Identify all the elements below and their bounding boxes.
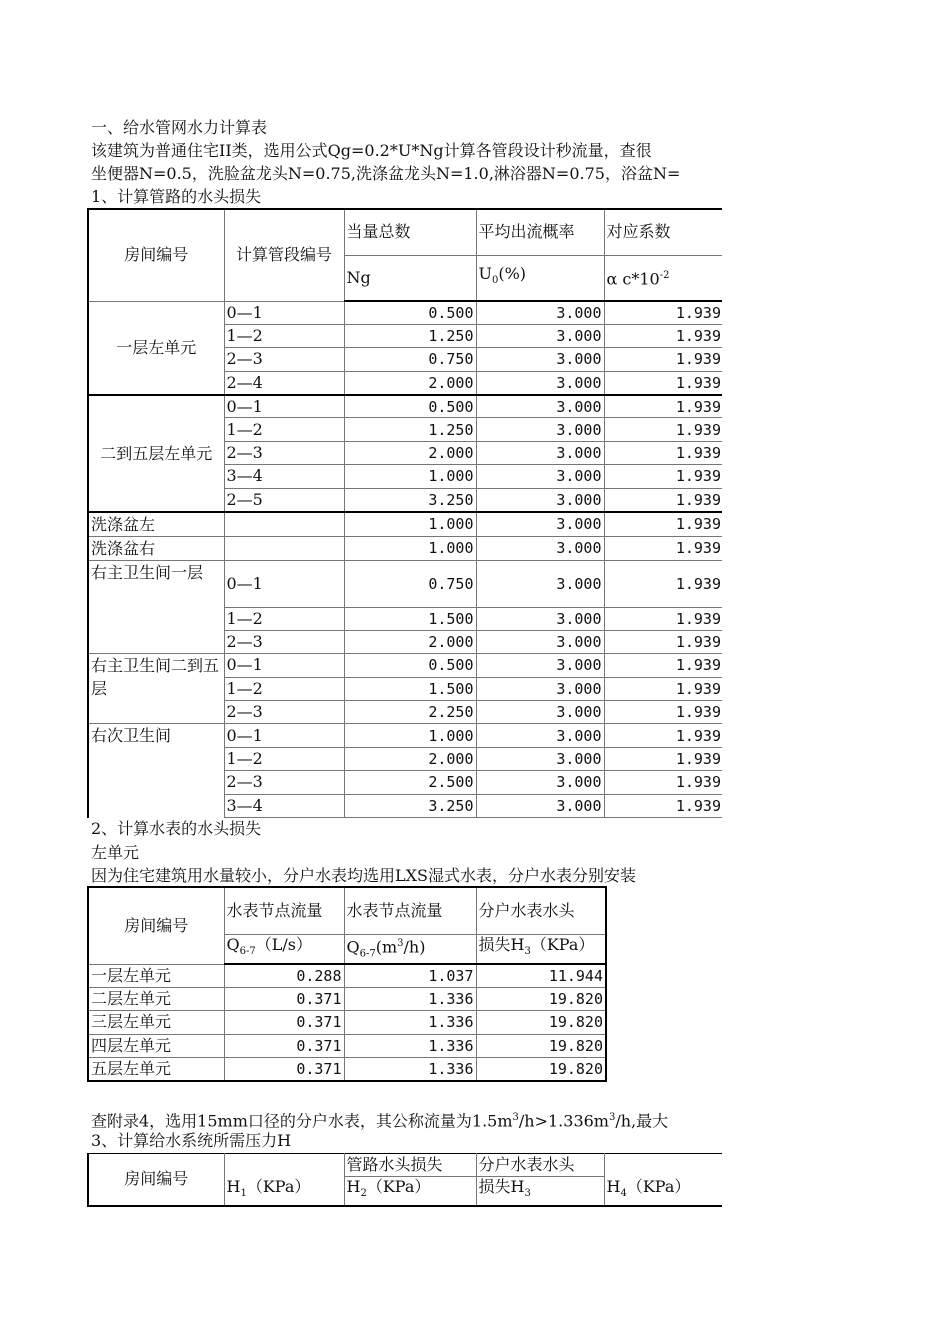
u-cell: 3.000 [476, 371, 604, 394]
alpha-cell: 1.939 [604, 441, 722, 464]
table-row [88, 1034, 606, 1057]
intro-text-3: 因为住宅建筑用水量较小，分户水表均选用LXS湿式水表，分户水表分别安装 [91, 866, 636, 885]
room-cell: 三层左单元 [88, 1011, 224, 1034]
alpha-cell: 1.939 [604, 724, 722, 747]
alpha-cell: 1.939 [604, 794, 722, 817]
alpha-cell: 1.939 [604, 771, 722, 794]
segment-cell: 2—3 [224, 771, 344, 794]
ng-cell: 3.250 [344, 488, 476, 511]
ng-cell: 3.250 [344, 794, 476, 817]
ng-cell: 0.750 [344, 560, 476, 607]
room-group-label: 一层左单元 [88, 301, 224, 395]
room-cell: 二层左单元 [88, 987, 224, 1010]
segment-cell: 0—1 [224, 560, 344, 607]
segment-cell: 2—3 [224, 348, 344, 371]
u-cell: 3.000 [476, 488, 604, 511]
table-row [88, 724, 722, 747]
ng-cell: 0.500 [344, 654, 476, 677]
u-cell: 3.000 [476, 654, 604, 677]
flow-m3h-cell: 1.336 [344, 987, 476, 1010]
head-loss-cell: 19.820 [476, 1034, 606, 1057]
alpha-cell: 1.939 [604, 560, 722, 607]
ng-cell: 1.250 [344, 324, 476, 347]
table-row [88, 536, 722, 560]
segment-cell [224, 536, 344, 560]
header-ng-symbol: Ng [344, 255, 476, 301]
section-heading-1: 一、给水管网水力计算表 [91, 118, 268, 137]
u-cell: 3.000 [476, 677, 604, 700]
table-row [88, 1058, 606, 1081]
table-row [88, 1011, 606, 1034]
segment-cell: 0—1 [224, 395, 344, 418]
segment-cell: 0—1 [224, 654, 344, 677]
ng-cell: 1.500 [344, 677, 476, 700]
flow-ls-cell: 0.371 [224, 1034, 344, 1057]
u-cell: 3.000 [476, 747, 604, 770]
u-cell: 3.000 [476, 348, 604, 371]
section-heading-3: 2、计算水表的水头损失 [91, 819, 262, 838]
alpha-cell: 1.939 [604, 677, 722, 700]
segment-cell: 2—3 [224, 701, 344, 724]
room-cell: 一层左单元 [88, 964, 224, 987]
head-loss-cell: 11.944 [476, 964, 606, 987]
ng-cell: 0.500 [344, 301, 476, 324]
header-h1: $H_1(KPa)$ [224, 1177, 344, 1206]
ng-cell: 2.000 [344, 630, 476, 653]
u-cell: 3.000 [476, 441, 604, 464]
ng-cell: 1.000 [344, 465, 476, 488]
segment-cell: 2—3 [224, 441, 344, 464]
u-cell: 3.000 [476, 465, 604, 488]
header-room: 房间编号 [88, 1154, 224, 1206]
alpha-cell: 1.939 [604, 654, 722, 677]
alpha-cell: 1.939 [604, 607, 722, 630]
segment-cell: 3—4 [224, 794, 344, 817]
header-q-ls-symbol: $Q_{6-7}(L/s)$ [224, 934, 344, 964]
flow-m3h-cell: 1.037 [344, 964, 476, 987]
section-heading-2: 1、计算管路的水头损失 [91, 187, 262, 206]
head-loss-cell: 19.820 [476, 1058, 606, 1081]
table-row [88, 395, 722, 418]
room-group-label: 二到五层左单元 [88, 395, 224, 512]
alpha-cell: 1.939 [604, 512, 722, 537]
segment-cell: 3—4 [224, 465, 344, 488]
ng-cell: 1.250 [344, 418, 476, 441]
header-segment: 计算管段编号 [224, 209, 344, 301]
header-meter-loss: 分户水表水头 [476, 1154, 604, 1177]
alpha-cell: 1.939 [604, 701, 722, 724]
header-meter-head: 分户水表水头 [476, 887, 606, 934]
header-h3: 损失$H_3$ [476, 1177, 604, 1206]
u-cell: 3.000 [476, 560, 604, 607]
segment-cell: 0—1 [224, 301, 344, 324]
ng-cell: 2.500 [344, 771, 476, 794]
ng-cell: 1.000 [344, 536, 476, 560]
subheading-left-unit: 左单元 [91, 843, 140, 862]
header-pipe-loss: 管路水头损失 [344, 1154, 476, 1177]
alpha-cell: 1.939 [604, 371, 722, 394]
alpha-cell: 1.939 [604, 488, 722, 511]
segment-cell: 2—5 [224, 488, 344, 511]
u-cell: 3.000 [476, 630, 604, 653]
segment-cell: 1—2 [224, 418, 344, 441]
table-row [88, 301, 722, 324]
segment-cell: 2—3 [224, 630, 344, 653]
u-cell: 3.000 [476, 395, 604, 418]
flow-m3h-cell: 1.336 [344, 1058, 476, 1081]
flow-ls-cell: 0.288 [224, 964, 344, 987]
u-cell: 3.000 [476, 794, 604, 817]
ng-cell: 2.000 [344, 371, 476, 394]
flow-ls-cell: 0.371 [224, 987, 344, 1010]
header-h2: $H_2(KPa)$ [344, 1177, 476, 1206]
ng-cell: 1.000 [344, 724, 476, 747]
room-group-label: 右次卫生间 [88, 724, 224, 818]
header-node-flow-ls: 水表节点流量 [224, 887, 344, 934]
header-q-m3h-symbol: $Q_{6-7}(m^3/h)$ [344, 934, 476, 964]
segment-cell: 1—2 [224, 324, 344, 347]
segment-cell [224, 512, 344, 537]
u-cell: 3.000 [476, 324, 604, 347]
alpha-cell: 1.939 [604, 348, 722, 371]
header-ng: 当量总数 [344, 209, 476, 255]
note-text: 查附录4，选用15mm口径的分户水表，其公称流量为$1.5m^3/h>1.336m^3/h$,最大 [91, 1111, 669, 1131]
head-loss-cell: 19.820 [476, 987, 606, 1010]
water-meter-table [87, 886, 607, 1082]
ng-cell: 0.500 [344, 395, 476, 418]
head-loss-cell: 19.820 [476, 1011, 606, 1034]
ng-cell: 2.000 [344, 747, 476, 770]
flow-ls-cell: 0.371 [224, 1011, 344, 1034]
ng-cell: 1.500 [344, 607, 476, 630]
header-h4: $H_4(KPa)$ [604, 1177, 722, 1206]
header-room: 房间编号 [88, 887, 224, 964]
header-room: 房间编号 [88, 209, 224, 301]
table-row [88, 512, 722, 537]
u-cell: 3.000 [476, 724, 604, 747]
room-cell: 五层左单元 [88, 1058, 224, 1081]
u-cell: 3.000 [476, 418, 604, 441]
room-cell: 四层左单元 [88, 1034, 224, 1057]
header-alpha-symbol: α $c*10^{-2}$ [604, 255, 722, 301]
head-loss-table [87, 208, 722, 818]
segment-cell: 2—4 [224, 371, 344, 394]
room-group-label: 洗涤盆左 [88, 512, 224, 537]
table-row [88, 964, 606, 987]
u-cell: 3.000 [476, 301, 604, 324]
pressure-table [87, 1153, 722, 1207]
alpha-cell: 1.939 [604, 395, 722, 418]
flow-m3h-cell: 1.336 [344, 1011, 476, 1034]
room-group-label: 右主卫生间一层 [88, 560, 224, 654]
alpha-cell: 1.939 [604, 747, 722, 770]
u-cell: 3.000 [476, 536, 604, 560]
alpha-cell: 1.939 [604, 465, 722, 488]
table-row [88, 987, 606, 1010]
alpha-cell: 1.939 [604, 301, 722, 324]
u-cell: 3.000 [476, 512, 604, 537]
segment-cell: 1—2 [224, 747, 344, 770]
ng-cell: 0.750 [344, 348, 476, 371]
flow-ls-cell: 0.371 [224, 1058, 344, 1081]
header-u: 平均出流概率 [476, 209, 604, 255]
flow-m3h-cell: 1.336 [344, 1034, 476, 1057]
room-group-label: 洗涤盆右 [88, 536, 224, 560]
ng-cell: 2.000 [344, 441, 476, 464]
header-u-symbol: $U_0(\%)$ [476, 255, 604, 301]
intro-text-2: 坐便器N=0.5，洗脸盆龙头N=0.75,洗涤盆龙头N=1.0,淋浴器N=0.75，浴盆N= [91, 164, 681, 183]
section-heading-4: 3、计算给水系统所需压力H [91, 1131, 292, 1150]
table-row [88, 654, 722, 677]
segment-cell: 1—2 [224, 607, 344, 630]
table-row [88, 560, 722, 607]
u-cell: 3.000 [476, 607, 604, 630]
ng-cell: 1.000 [344, 512, 476, 537]
header-alpha: 对应系数 [604, 209, 722, 255]
ng-cell: 2.250 [344, 701, 476, 724]
alpha-cell: 1.939 [604, 536, 722, 560]
header-node-flow-m3h: 水表节点流量 [344, 887, 476, 934]
intro-text-1: 该建筑为普通住宅II类，选用公式Qg=0.2*U*Ng计算各管段设计秒流量，查很 [91, 141, 652, 160]
alpha-cell: 1.939 [604, 630, 722, 653]
header-h3-symbol: 损失$H_3(KPa)$ [476, 934, 606, 964]
u-cell: 3.000 [476, 771, 604, 794]
segment-cell: 1—2 [224, 677, 344, 700]
alpha-cell: 1.939 [604, 418, 722, 441]
alpha-cell: 1.939 [604, 324, 722, 347]
segment-cell: 0—1 [224, 724, 344, 747]
u-cell: 3.000 [476, 701, 604, 724]
room-group-label: 右主卫生间二到五层 [88, 654, 224, 724]
